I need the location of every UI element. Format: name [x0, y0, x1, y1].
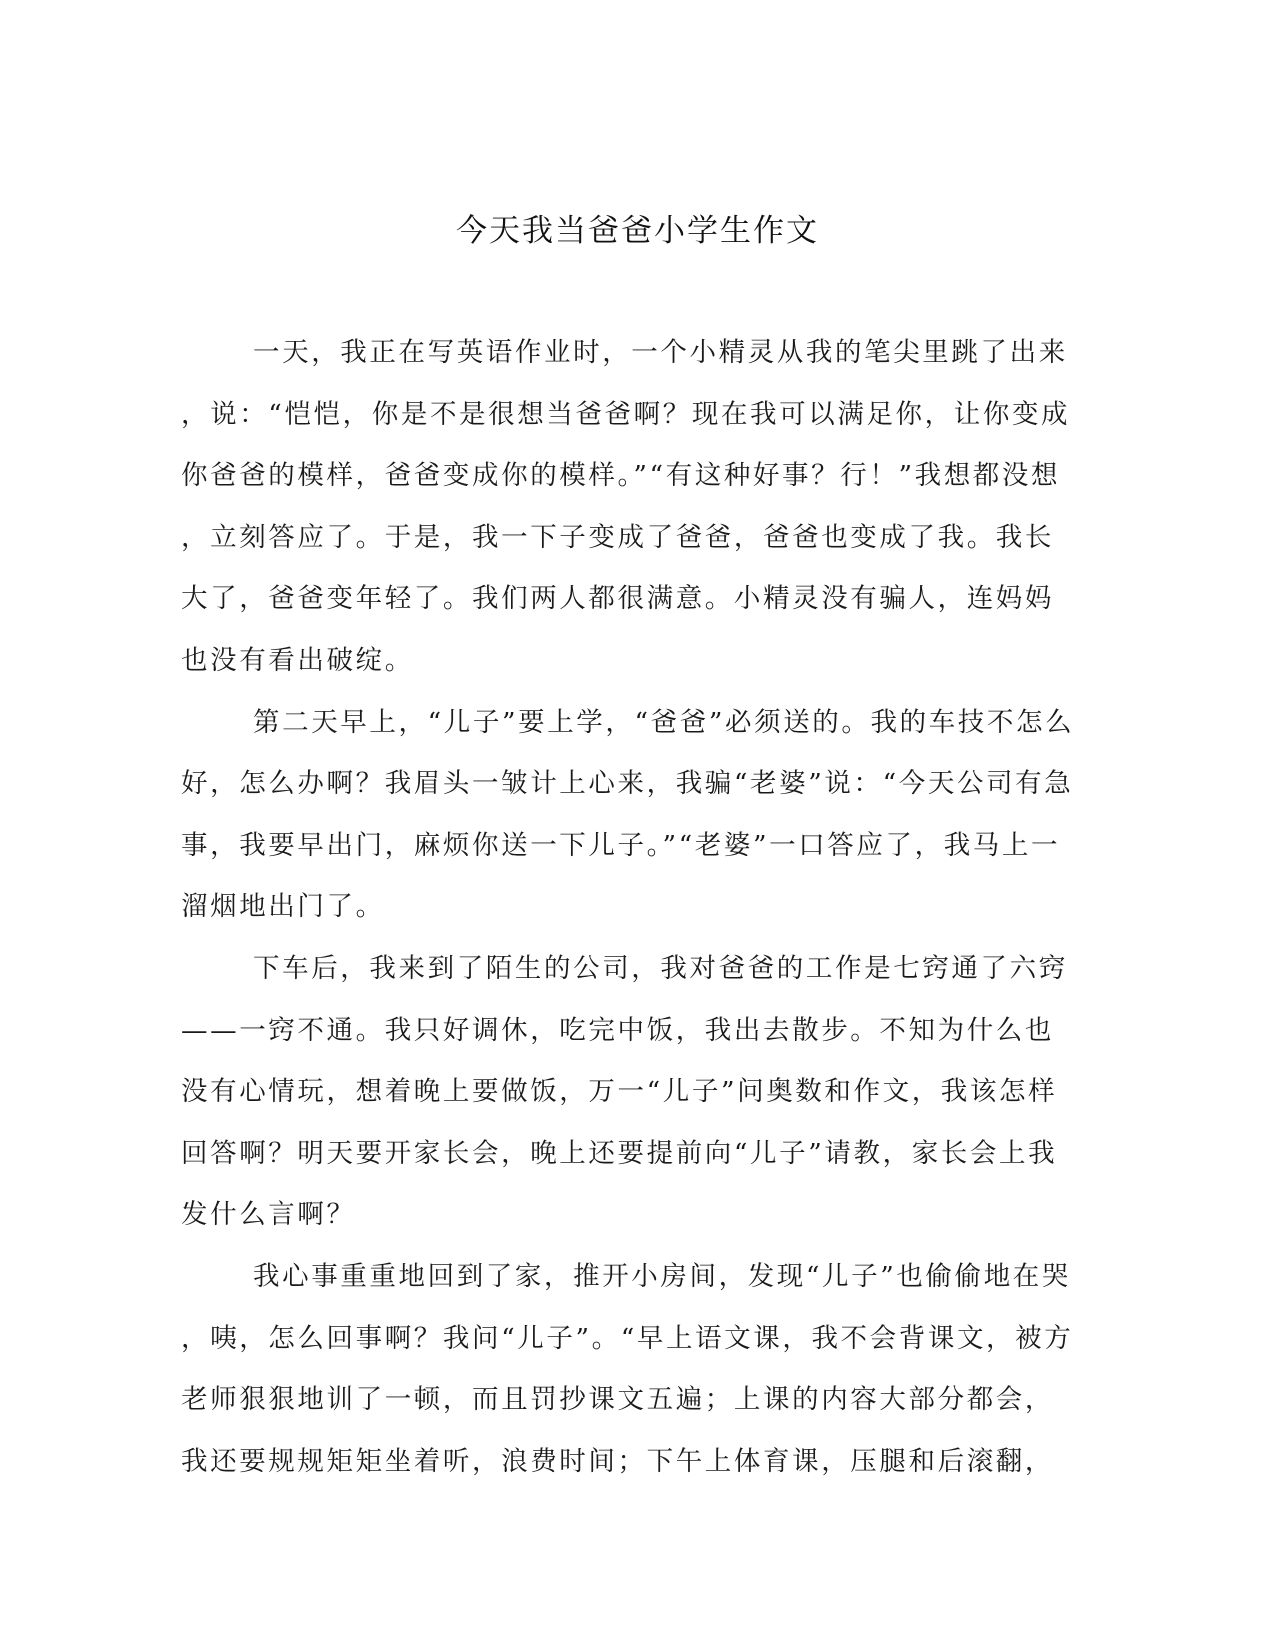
document-title: 今天我当爸爸小学生作文	[456, 213, 819, 249]
paragraph-line: 发什么言啊？	[181, 1199, 356, 1231]
paragraph-first-line: 下车后，我来到了陌生的公司，我对爸爸的工作是七窍通了六窍	[253, 952, 1068, 984]
paragraph-line: 没有心情玩，想着晚上要做饭，万一“儿子”问奥数和作文，我该怎样	[181, 1076, 1058, 1108]
paragraph-line: 老师狠狠地训了一顿，而且罚抄课文五遍；上课的内容大部分都会，	[181, 1384, 1054, 1416]
paragraph-line: ，咦，怎么回事啊？我问“儿子”。“早上语文课，我不会背课文，被方	[181, 1322, 1074, 1354]
paragraph-line: 也没有看出破绽。	[181, 644, 414, 676]
paragraph-line: 回答啊？明天要开家长会，晚上还要提前向“儿子”请教，家长会上我	[181, 1137, 1058, 1169]
paragraph-line: ，立刻答应了。于是，我一下子变成了爸爸，爸爸也变成了我。我长	[181, 521, 1054, 553]
paragraph-line: ，说：“恺恺，你是不是很想当爸爸啊？现在我可以满足你，让你变成	[181, 398, 1071, 430]
paragraph-line: 溜烟地出门了。	[181, 891, 385, 923]
paragraph-first-line: 第二天早上，“儿子”要上学，“爸爸”必须送的。我的车技不怎么	[253, 706, 1075, 738]
paragraph-first-line: 我心事重重地回到了家，推开小房间，发现“儿子”也偷偷地在哭	[253, 1260, 1071, 1292]
paragraph-first-line: 一天，我正在写英语作业时，一个小精灵从我的笔尖里跳了出来	[253, 337, 1068, 368]
paragraph-line: 好，怎么办啊？我眉头一皱计上心来，我骗“老婆”说：“今天公司有急	[181, 768, 1074, 800]
paragraph-line: 我还要规规矩矩坐着听，浪费时间；下午上体育课，压腿和后滚翻，	[181, 1445, 1054, 1477]
paragraph-line: 你爸爸的模样，爸爸变成你的模样。”“有这种好事？行！”我想都没想	[181, 460, 1061, 492]
paragraph-line: 事，我要早出门，麻烦你送一下儿子。”“老婆”一口答应了，我马上一	[181, 829, 1061, 861]
paragraph-line: 大了，爸爸变年轻了。我们两人都很满意。小精灵没有骗人，连妈妈	[181, 583, 1054, 615]
essay-body	[181, 322, 1081, 1492]
paragraph-line: ——一窍不通。我只好调休，吃完中饭，我出去散步。不知为什么也	[181, 1014, 1054, 1046]
